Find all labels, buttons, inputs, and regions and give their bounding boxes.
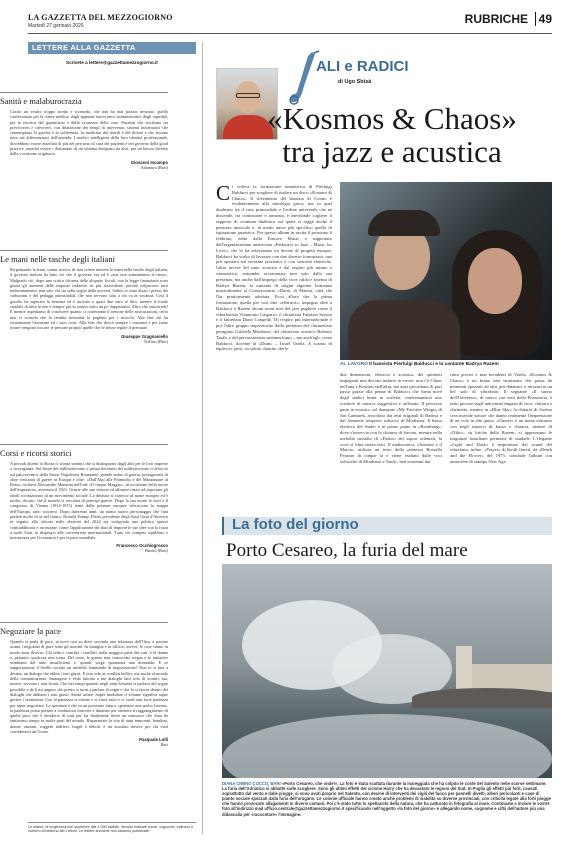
page-header: [28, 12, 552, 34]
singer-face: [468, 248, 522, 314]
letter: [0, 250, 168, 344]
caption-credit: AL LAVORO: [340, 362, 368, 367]
section-name: RUBRICHE: [464, 12, 528, 26]
letters-footer-note: Le lettere, di lunghezza non superiore alle 1.000 battute, devono indicare nome, cognome, indirizzo e numero di telefono del Lettore. Le lettere anonime non saranno pubblicate.: [28, 822, 196, 834]
letters-section-label: LETTERE ALLA GAZZETTA: [28, 42, 196, 54]
letter: [0, 444, 168, 553]
letter-body: A periodi alterni la Storia ci sforna uomini che si distinguono dagli altri per le loro imprese o stravaganze. Sul finire del millesettecento e primo decennio del milleottocento si affacciò sul palcoscenico della Storia Napoleone Bonaparte, grande uomo di guerra, protagonista di oltre vent'anni di guerre in Europa e oltre. «Dall'Alpi alle Piramidi» e del Manzanarre al Reno» recitava Alessandro Manzoni nell'ode «Il cinque Maggio», in occasione della morte dell'imperatore, avvenuta il 1821. Grazie alle sue vittorie ed alleanze rinacì ad esportare gli ideali rivoluzionari di un movimento sociale. La dinastia si conosce al nome europeo ed è molto, dicono, che il mondo si racconta di principi guerre. Dopo la sua morte le sorti e il congresso di Vienna (1814-1815) tentò dalla potenze europee riferiscono la mappa dell'Europa, tutto scorsero. Dopo duecento anni, un uomo nuovo personaggio che farà parlare molto di sé nel futuro: Donald Trump. Eletto presidente degli Stati Uniti d'America in seguito alla vittoria nelle elezioni del 2024 sta svolgendo una politica spesso contraddittoria e incostante, come l'applicazione dei dazi di imporre le sue idee con la forza a molti Stati, in dispregio alle convenzioni internazionali. Tutto ciò compete squilibrio e insicurezza per l'economia e per la pace mondiale.: [10, 461, 168, 541]
feature-column-2: due dimensioni, elettrica e acustica, dei quintetti impegnati non devono indurre in errore: non c'è Chaos nell'una e Kosmos nell'altra, ma anzi procedono di pari passo grazie alla penna di Balducci che firma nove degli undici brani in scaletta, confermandosi uno scrittore di musica suggestivo e raffinato. Il percorso parte in acustico col danzante «My Favorite Wings» di Jan Garbarek, arricchito dai testi originali di Badrya e dal fremente trasporto solistico di Mirabassi. Il bassa elettrico del leader è in primo piano in «Breathing», dove s'intreccia con la chitarra di Savino, mentre nella melodia sussidio di «Fados» del sapori orientali, la voce si libra senza testi. Il malinconico «Antonio e il Marco» utilizza un testo della poetessa Rossella Pezzare di cinque ta e viene esaltato dalle voci solistiche di Mirabassi e Taufic, ben sostenuti dai: [340, 372, 442, 464]
feature-col1-text: i voleva la formazione umanistica di Pierluigi Balducci per scegliere di titolare un disco «Kosmos & Chaos». Il riferimento del bassista di Corato è evidentemente alla mitologia greca, ma in quel dualismo tra il caos primordiale e l'ordine universale che ne discende, tra confusione e armonia, è inevitabile cogliere il rapporto di continua dialettica sul quale si regge anche il pensiero musicale e, in modo ancor più specifico quello di ispirazione jazzistica. Per questo album in uscita il prossimo 6 febbraio, edito dalla Emcore Music e supportato dall'organizzazione americana «Pathways to Jazz – Music for Love», che lo ha selezionato tra decine di progetti europei, Balducci ha scelto di lavorare con due diverse formazioni, una più spostata sul versante jazzistico e con sonorità elettriche, l'altra invece del tutto acustica e dal respiro più intimo e cameristico, entrambe accomunate non solo dalla sua presenza, ma anche dall'impiego della voce calda e intensa di Badrya Razem, la cantante di origini algerine formatasi musicalmente al Conservatorio «Duni» di Matera, città che l'ha praticamente adottata. Ecco allora che la prima formazione, quella per così dire «elettrica», impegna oltre a Balducci e Razem alcuni nomi noti del jazz pugliese come il vibrafonista Vitantonio Gasparro, il chitarrista Fabrizio Savino e il batterista Dario Congedo. Di respiro più internazionale è poi l'altro gruppo impreziosito dalla presenza del clarinettista peruginio Gabriele Mirabassi, del chitarrista acustico Roberto Taufic e del percussionista sudamericano – ma anch'egli, come Balducci, docente al «Duni» – Israel Varela. A scanso di equivoci, però, va subito chiarito che le: [216, 184, 332, 352]
feature-headline: [232, 102, 552, 168]
letter-body: Cucito un vestito troppo stretto e scomodo, che non ha mai portato nessuno, quello confezionato per la classe medica, dagli apparati burocratico amministrativi degli ospedali, per la retorica del garantismo e della sicurezza delle cure. Pazienti che rischiano tra previcoveri e rinvoveri, con dilatazione dei tempi di intervento, sistemi informatici che contemplano la gravità e la sofferenza, la medicina dei ritardi e del dolore e che bosano tutto sul differenziarsi dell'azienda. I medici intelligenti della loro identità professionale, dovrebbero essere assediati di più nel percorso di cura dei pazienti e nel governo della good practice, anziché essere i destinatari di un sistema disegnato da altri, per un lavoro diverso dalla vocazione originaria.: [10, 109, 168, 157]
letter-author: Pasquale Lolli: [139, 737, 168, 743]
letter: [0, 622, 168, 747]
caption-text: Il bassista Pierluigi Balducci e la cantante Badrya Razem: [369, 362, 499, 367]
letter-title: Sanità e malaburocrazia: [0, 92, 168, 106]
letter: [0, 92, 168, 170]
photo-of-day-headline: Porto Cesareo, la furia del mare: [226, 540, 468, 561]
letter-author: Giovanni Incampo: [130, 159, 168, 165]
newspaper-brand: LA GAZZETTA DEL MEZZOGIORNO: [28, 13, 173, 22]
feature-headline-line1: «Kosmos & Chaos»: [267, 101, 517, 136]
letter-body: Quando si parla di pace, in nove casi su dieci secondo una relazione dell'Onu, a portare avanti i negoziati di pace sono gli uomini. In famiglia e in ufficio, invece, le cose vanno in modo assai diverso. Chi sedu e concilia i conflitti, nella maggior parte dei casi, è la donna e, pertanto, qualcosa non torna. Del resto, le guerre non conoscono tregua e le trattative sembrano del tutto insufficienti e, quindi, sorge spontanea una domanda: E se supportassimo il livello sociale un modello femminile di negoziazione? Non lo si farà a destino un dialogo che abbia i toni giusti. E non solo ai conflitti bellici, ma anche al mondo della comunicazione. Immagino e vedo intorno a me dialoghi fatti solo di scontri, ma, invece, servono i non-fronti. Che bei tempi quando negli anni Settanta si parlava del sogno possibile e da lì mi auguro che presto si torni a parlare di sogni e che lo si faccia dentro dei dialoghi che abbiano i toni giusti. Senza urlare. Saper modulare il volume significa saper gestire i sentimenti. Con la pazienza si ottiene e si vince tutto e ci vuole una forte pazienza per saper negoziare. La speranza è che in un prossimo futuro, speriamo non molto lontano, la pazienza possa portare a risoluzioni concrete e durature per ottenere il raggiungimento di quella pace che è desiderio di tutti per far finalmente finire un massacro che dura da tantissimo tempo in molte parti del mondo. Risparmiare la vita di tanti innocenti, bambini, donne, anziani, soggetti indifesi, fragili e deboli, è un assoluto dovere per chi vuol considerarsi un Uomo.: [10, 639, 168, 735]
bassist-hat: [368, 210, 440, 236]
letter-author: Francesco Occhiogrosso: [116, 543, 168, 549]
letters-write-to: Scrivete a lettere@gazzettamezzogiorno.it: [66, 60, 158, 65]
columnist-glasses: [236, 93, 260, 98]
feature-column-3: ritmi precisi e mai invadenti di Varela. «Kosmos & Chaos» è un brano ben strutturato che passa da momenti spezzati ad altri più dinamici e incornicia un bel solo di vibrafono. Il segnante «Il suono dell'Universo», di nuovo con testi della Pezzarotta, è tutto giocato sugli indovinati impasti di voce, chitarra e clarinetto, mentre in «Blue Sky» la chitarra di Savino crea movide sonore che danno realmente l'impressione di un volo in alta quota. «Ghoste» è un brano notturno con begli intrecci di basso e chitarra, mentre di «Nibo», su liriche della Razem, si apprezzano le fragranze brasiliane permeate di saudade. L'elegante «Light and Dark» è improntato dal sound del vibrafono; infine, «Prayer» di Keith Jarrett, da «Death and the Flower» del 1975, conclude l'album con atmosfere di stampo New Age.: [450, 372, 552, 464]
coastal-rocks: [412, 688, 552, 708]
photo-of-day-credit: DIANA CIMINO COCCO, BARI: [222, 781, 281, 786]
issue-date: Martedì 27 gennaio 2026: [28, 23, 84, 29]
column-author: di Ugo Sbisà: [338, 79, 372, 85]
feature-dropcap: C: [216, 184, 231, 205]
letter-location: Altamura (Bari): [140, 164, 168, 170]
bassist-coat: [348, 300, 460, 360]
column-name: ALI e RADICI: [316, 58, 409, 75]
letters-column: [28, 42, 196, 65]
band-photo-caption: [340, 362, 552, 367]
letter-body: Perpetuando la frase, ormai storica, di non volere mettere le mani nelle tasche degli italiani, il governo meloni ha fatto ciò che il governo era ed è «stat non aumentiamo le tasse». Malgrado ciò, dopo una critica riforma delle aliquote fiscali, con la legge finanziaria sono giunti gli aumenti delle imposte indirette, in più sbrividente, perché colpiscono tutti indistintamente, non solo chi sta sulla soglia della povertà. Subito si sono alzati i prezzi dei carburanti e del pedaggi autostradali, che non servono solo a chi va in vacanza. Così il gasolio ha superato la benzina ed è arrivato a quasi due euro al litro, mentre il fondo stradale di tutta la rete è sempre più in cattivo stato un po' dappertutto. Altro che autostrade! E mentre aspettiamo di conoscere quanto ci costeranno il trenone delle assicurazioni, certo non ci consola che la rendita invernale la paghino per i ritocchi. Alla fine chi ha sicuramente l'aumento ed i suoi costi. Alla fine che dovrà sempre i consumi è per farne fronte vengono toccate le persone proprio quelle che le stesse regole il premiate.: [10, 267, 168, 331]
sea-foam: [222, 714, 552, 778]
letter-location: Terlizzi (Bari): [143, 338, 168, 344]
photo-of-day-caption-text: «Porto Cesareo, che onde!». La foto è stata scattata durante la mareggiata che ha colpito le coste del Salento nelle scorse settimane. La furia dell'Adriatico si abbatte sulle scogliere. Sono gli ultimi effetti del ciclone Harry che ha devastato le regioni del Sud. In Puglia gli effetti più forti, causati soprattutto dal vento e dalle piogge, si sono avuti proprio nel Salento, con decine di interventi dei vigili del fuoco per pannelli divelti, alberi pericolanti e case di pianto sociale spezzati dalla furia dell'uragano. Le colonie ufficiale hanno creato anche problemi di viabilità su diverse provinciali, con criticità legate alla forti piogge che hanno provocato allagamenti in diversi comuni. Poi c'è stato tutto lo spettacolo della natura, che ha catturato in fotografia al mare. Continuate a inviare le vostre foto all'indirizzo mail ufficio.centrale@gazzettamezzogiorno.it specificando nell'oggetto «la foto del giorno» e allegando nome, cognome e città dell'autore più una didascalia per «raccontare» l'immagine.: [222, 781, 551, 817]
letter-location: Bitetto (Bari): [144, 548, 168, 554]
feature-column-1: [216, 184, 332, 516]
stormy-sea-photo: [222, 564, 552, 778]
page-number: 49: [535, 12, 552, 26]
letter-location: Bari: [160, 742, 168, 748]
photo-of-day-title: La foto del giorno: [232, 516, 359, 533]
feature-headline-line2: tra jazz e acustica: [282, 134, 502, 169]
letter-title: Corsi e ricorsi storici: [0, 444, 168, 458]
letter-title: Negoziare la pace: [0, 622, 168, 636]
letter-author: Giuseppe Gragnaniello: [120, 333, 168, 339]
letter-title: Le mani nelle tasche degli italiani: [0, 250, 168, 264]
column-divider: [202, 42, 203, 834]
coastal-tower: [456, 646, 472, 692]
band-photo: [340, 182, 552, 360]
photo-of-day-caption: [222, 781, 552, 817]
